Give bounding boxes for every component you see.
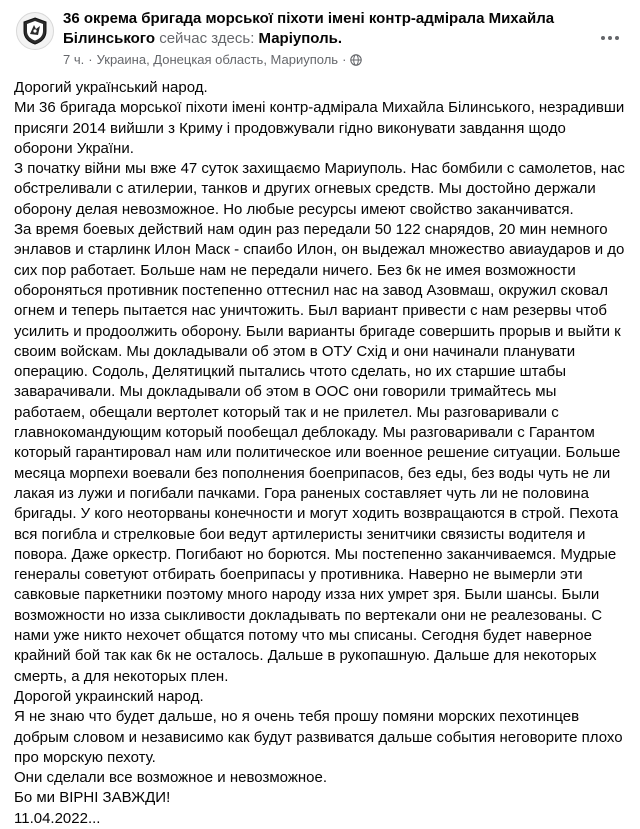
post-paragraph: Они сделали все возможное и невозможное.	[14, 769, 327, 787]
post-paragraph: Бо ми ВІРНІ ЗАВЖДИ!	[14, 789, 171, 807]
post-paragraph: Дорогий український народ.	[14, 79, 208, 96]
place-meta[interactable]: Украина, Донецкая область, Мариуполь	[96, 52, 339, 67]
globe-icon[interactable]	[350, 54, 362, 66]
post-meta	[63, 52, 583, 68]
post-paragraph: З початку війни мы вже 47 суток захищаємо Мариуполь. Нас бомбили с самолетов, нас обстреливали с атилерии, танков и других огневых средств. Мы достойно держали оборону делая невозможное. Но любые ресурсы имеют свойство заканчиватся.	[14, 160, 625, 218]
post-header	[0, 0, 640, 70]
meta-separator: ·	[88, 52, 93, 67]
location-link[interactable]: Маріуполь.	[258, 30, 342, 47]
page-avatar[interactable]	[16, 12, 54, 50]
post-paragraph: Дорогой украинский народ.	[14, 687, 204, 705]
more-options-button[interactable]	[594, 22, 626, 54]
post-header-text	[63, 9, 583, 68]
meta-separator-2: ·	[342, 52, 347, 67]
more-options-icon	[600, 36, 621, 40]
check-in-text: сейчас здесь:	[159, 30, 255, 47]
post-paragraph: За время боевых действий нам один раз передали 50 122 снарядов, 20 мин немного энлавов и старлинк Илон Маск - спаибо Илон, он выдежал множество авиаударов и до сих пор работает. Больше нам не передали ничего. Без 6к не имея возможности обороняться противник постепенно оттеснил нас на завод Азовмаш, окружил сковал огнем и теперь пытается нас уничтожить. Был вариант привести с нам резервы чтоб усилить и продоолжить оборону. Были варианты бригаде совершить прорыв и выйти к своим войскам. Мы докладывали об этом в ОТУ Схід и они начинали планувати операцию. Содоль, Делятицкий пытались чтото сделать, но их старшие штабы заварачивали. Мы докладывали об этом в ООС они говорили тримайтесь мы работаем, обещали вертолет который так и не прилетел. Мы разговаривали с главнокомандующим который пообещал деблокаду. Мы разговаривали с Гарантом который гарантировал нам или политическое или военное решение ситуации. Больше месяца морпехи воевали без пополнения боеприпасов, без еды, без воды чуть не ли лакая из лужи и погибали пачками. Гора раненых составляет чуть ли не половина бригады. У кого неоторваны конечности и могут ходить возвращаются в строй. Пехота вся погибла и стрелковые бои ведут артилеристы зенитчики связисты водителя и повора. Даже оркестр. Погибают но борются. Мы постепенно заканчиваемся. Мудрые генералы советуют отбирать боеприпасы у противника. Наверно не вымерли эти савковые паркетники поэтому много народу изза них умрет зря. Были шансы. Были возможности но изза сыкливости докладывать по вертекали они не реалезованы. С нами уже никто нехочет общатся потому что мы списаны. Сегодня будет наверное крайний бой так как 6к не осталось. Дальше в рукопашную. Дальше для некоторых смерть, а для некоторых плен.	[14, 221, 625, 685]
brigade-emblem-icon	[20, 16, 50, 46]
post-paragraph: Ми 36 бригада морської піхоти імені контр-адмірала Михайла Білинського, незрадивши присяги 2014 вийшли з Криму і продовжували гідно виконувати завдання щодо оборони України.	[14, 99, 625, 157]
post-timestamp[interactable]: 7 ч.	[63, 52, 85, 67]
post-title-line	[63, 9, 583, 49]
post-date-line: 11.04.2022...	[14, 809, 101, 827]
page-name-link[interactable]: 36 окрема бригада морської піхоти імені контр-адмірала Михайла Білинського	[63, 10, 555, 47]
post-body	[14, 78, 626, 829]
post-paragraph: Я не знаю что будет дальше, но я очень тебя прошу помяни морских пехотинцев добрым словом и независимо как будут развиватся дальше события неговорите плохо про морскую пехоту.	[14, 708, 623, 766]
